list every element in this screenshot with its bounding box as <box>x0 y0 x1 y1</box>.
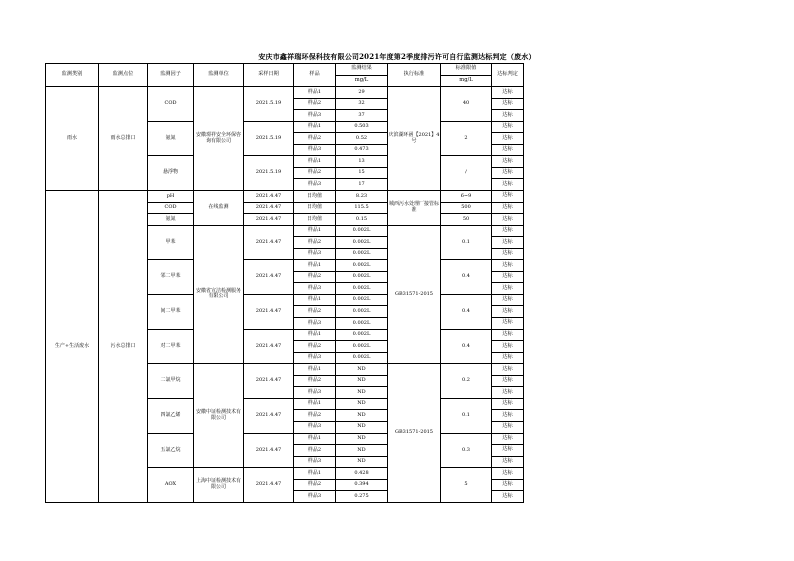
sample-cell: 样品1 <box>294 329 336 341</box>
date-cell: 2021.4.47 <box>244 225 294 260</box>
limit-cell: / <box>441 156 492 191</box>
result-cell: ND <box>336 387 388 399</box>
verdict-cell: 达标 <box>492 468 524 480</box>
factor-cell: 四氯乙烯 <box>148 398 194 433</box>
factor-cell: 氨氮 <box>148 121 194 156</box>
header-sample: 样品 <box>294 64 336 87</box>
result-cell: 32 <box>336 98 388 110</box>
verdict-cell: 达标 <box>492 375 524 387</box>
sample-cell: 样品1 <box>294 294 336 306</box>
header-standard: 执行标准 <box>388 64 441 87</box>
verdict-cell: 达标 <box>492 306 524 318</box>
result-cell: ND <box>336 375 388 387</box>
result-cell: 0.503 <box>336 121 388 133</box>
verdict-cell: 达标 <box>492 433 524 445</box>
result-cell: 0.002L <box>336 260 388 272</box>
factor-cell: COD <box>148 87 194 122</box>
verdict-cell: 达标 <box>492 294 524 306</box>
factor-cell: COD <box>148 202 194 214</box>
standard-cell: GB31571-2015 <box>388 225 441 364</box>
header-org: 监测单位 <box>194 64 244 87</box>
verdict-cell: 达标 <box>492 202 524 214</box>
factor-cell: 五氯乙烷 <box>148 433 194 468</box>
verdict-cell: 达标 <box>492 248 524 260</box>
point-cell: 雨水总排口 <box>99 87 148 191</box>
sample-cell: 样品3 <box>294 318 336 330</box>
verdict-cell: 达标 <box>492 271 524 283</box>
verdict-cell: 达标 <box>492 387 524 399</box>
factor-cell: 间二甲苯 <box>148 294 194 329</box>
table-body <box>46 64 524 503</box>
date-cell: 2021.4.47 <box>244 294 294 329</box>
sample-cell: 样品3 <box>294 144 336 156</box>
limit-cell: 0.4 <box>441 294 492 329</box>
verdict-cell: 达标 <box>492 341 524 353</box>
org-cell: 安徽省宣洁检测服务有限公司 <box>194 225 244 364</box>
result-cell: 0.002L <box>336 271 388 283</box>
date-cell: 2021.4.47 <box>244 191 294 203</box>
verdict-cell: 达标 <box>492 144 524 156</box>
result-cell: 0.002L <box>336 352 388 364</box>
result-cell: 0.002L <box>336 329 388 341</box>
sample-cell: 样品2 <box>294 306 336 318</box>
sample-cell: 样品3 <box>294 283 336 295</box>
result-cell: 15 <box>336 167 388 179</box>
verdict-cell: 达标 <box>492 318 524 330</box>
result-cell: 0.15 <box>336 214 388 226</box>
date-cell: 2021.5.19 <box>244 156 294 191</box>
header-row-1 <box>46 64 524 76</box>
result-cell: ND <box>336 410 388 422</box>
monitoring-table <box>45 63 524 503</box>
factor-cell: 氨氮 <box>148 214 194 226</box>
org-cell: 上海中证检测技术有限公司 <box>194 468 244 503</box>
limit-cell: 500 <box>441 202 492 214</box>
date-cell: 2021.5.19 <box>244 121 294 156</box>
result-cell: 0.002L <box>336 225 388 237</box>
sample-cell: 样品3 <box>294 179 336 191</box>
sample-cell: 样品1 <box>294 156 336 168</box>
sample-cell: 日均值 <box>294 191 336 203</box>
result-cell: 0.394 <box>336 479 388 491</box>
result-cell: 0.52 <box>336 133 388 145</box>
factor-cell: 甲苯 <box>148 225 194 260</box>
org-cell: 安徽中证检测技术有限公司 <box>194 364 244 468</box>
verdict-cell: 达标 <box>492 410 524 422</box>
date-cell: 2021.4.47 <box>244 468 294 503</box>
header-limit: 标准限值 <box>441 64 492 76</box>
sample-cell: 样品2 <box>294 341 336 353</box>
verdict-cell: 达标 <box>492 479 524 491</box>
sample-cell: 样品3 <box>294 421 336 433</box>
factor-cell: pH <box>148 191 194 203</box>
sample-cell: 样品1 <box>294 260 336 272</box>
limit-cell: 40 <box>441 87 492 122</box>
sample-cell: 样品1 <box>294 87 336 99</box>
date-cell: 2021.4.47 <box>244 329 294 364</box>
sample-cell: 样品2 <box>294 133 336 145</box>
result-cell: ND <box>336 421 388 433</box>
header-point: 监测点位 <box>99 64 148 87</box>
result-cell: ND <box>336 433 388 445</box>
limit-cell: 50 <box>441 214 492 226</box>
result-cell: 37 <box>336 110 388 122</box>
verdict-cell: 达标 <box>492 156 524 168</box>
result-cell: 0.002L <box>336 318 388 330</box>
sample-cell: 样品1 <box>294 433 336 445</box>
verdict-cell: 达标 <box>492 352 524 364</box>
limit-cell: 0.4 <box>441 260 492 295</box>
limit-cell: 0.2 <box>441 364 492 399</box>
result-cell: 0.002L <box>336 248 388 260</box>
limit-cell: 0.4 <box>441 329 492 364</box>
sample-cell: 样品3 <box>294 110 336 122</box>
verdict-cell: 达标 <box>492 191 524 203</box>
verdict-cell: 达标 <box>492 329 524 341</box>
sample-cell: 日均值 <box>294 202 336 214</box>
sample-cell: 样品2 <box>294 410 336 422</box>
result-cell: 0.002L <box>336 283 388 295</box>
factor-cell: 邻二甲苯 <box>148 260 194 295</box>
date-cell: 2021.4.47 <box>244 433 294 468</box>
header-factor: 监测因子 <box>148 64 194 87</box>
factor-cell: 对二甲苯 <box>148 329 194 364</box>
sample-cell: 样品1 <box>294 121 336 133</box>
verdict-cell: 达标 <box>492 167 524 179</box>
sample-cell: 样品1 <box>294 225 336 237</box>
result-cell: ND <box>336 445 388 457</box>
verdict-cell: 达标 <box>492 225 524 237</box>
factor-cell: AOX <box>148 468 194 503</box>
sample-cell: 样品1 <box>294 364 336 376</box>
result-cell: 115.5 <box>336 202 388 214</box>
sample-cell: 日均值 <box>294 214 336 226</box>
header-result: 监测结果 <box>336 64 388 76</box>
verdict-cell: 达标 <box>492 98 524 110</box>
factor-cell: 悬浮物 <box>148 156 194 191</box>
verdict-cell: 达标 <box>492 133 524 145</box>
category-cell: 雨水 <box>46 87 99 191</box>
verdict-cell: 达标 <box>492 283 524 295</box>
standard-cell: 城西污水处理厂接管标准 <box>388 191 441 226</box>
verdict-cell: 达标 <box>492 237 524 249</box>
sample-cell: 样品2 <box>294 167 336 179</box>
result-cell: ND <box>336 398 388 410</box>
verdict-cell: 达标 <box>492 445 524 457</box>
page-title: 安庆市鑫祥瑞环保科技有限公司2021年度第2季度排污许可自行监测达标判定（废水） <box>258 52 536 61</box>
date-cell: 2021.4.47 <box>244 398 294 433</box>
verdict-cell: 达标 <box>492 87 524 99</box>
standard-cell: 庆滨湖环函【2021】4号 <box>388 87 441 191</box>
result-cell: 29 <box>336 87 388 99</box>
header-result-unit: mg/L <box>336 75 388 87</box>
date-cell: 2021.5.19 <box>244 87 294 122</box>
verdict-cell: 达标 <box>492 260 524 272</box>
verdict-cell: 达标 <box>492 491 524 503</box>
limit-cell: 2 <box>441 121 492 156</box>
sample-cell: 样品1 <box>294 398 336 410</box>
result-cell: 0.428 <box>336 468 388 480</box>
verdict-cell: 达标 <box>492 421 524 433</box>
result-cell: 0.275 <box>336 491 388 503</box>
result-cell: ND <box>336 364 388 376</box>
limit-cell: 0.3 <box>441 433 492 468</box>
sample-cell: 样品2 <box>294 445 336 457</box>
org-cell: 安徽璟祥安全环保咨询有限公司 <box>194 87 244 191</box>
limit-cell: 5 <box>441 468 492 503</box>
org-cell: 在线监测 <box>194 191 244 226</box>
result-cell: 0.002L <box>336 237 388 249</box>
header-category: 监测类别 <box>46 64 99 87</box>
sample-cell: 样品2 <box>294 98 336 110</box>
result-cell: ND <box>336 456 388 468</box>
result-cell: 0.473 <box>336 144 388 156</box>
result-cell: 0.002L <box>336 341 388 353</box>
date-cell: 2021.4.47 <box>244 364 294 399</box>
sample-cell: 样品2 <box>294 237 336 249</box>
verdict-cell: 达标 <box>492 364 524 376</box>
verdict-cell: 达标 <box>492 456 524 468</box>
date-cell: 2021.4.47 <box>244 260 294 295</box>
header-verdict: 达标判定 <box>492 64 524 87</box>
sample-cell: 样品3 <box>294 491 336 503</box>
standard-cell: GB31571-2015 <box>388 364 441 503</box>
limit-cell: 6~9 <box>441 191 492 203</box>
result-cell: 17 <box>336 179 388 191</box>
sample-cell: 样品2 <box>294 479 336 491</box>
factor-cell: 二氯甲烷 <box>148 364 194 399</box>
header-date: 采样日期 <box>244 64 294 87</box>
limit-cell: 0.1 <box>441 398 492 433</box>
result-cell: 13 <box>336 156 388 168</box>
verdict-cell: 达标 <box>492 214 524 226</box>
result-cell: 0.002L <box>336 294 388 306</box>
date-cell: 2021.4.47 <box>244 214 294 226</box>
verdict-cell: 达标 <box>492 110 524 122</box>
verdict-cell: 达标 <box>492 398 524 410</box>
point-cell: 污水总排口 <box>99 191 148 503</box>
sample-cell: 样品3 <box>294 248 336 260</box>
limit-cell: 0.1 <box>441 225 492 260</box>
date-cell: 2021.4.47 <box>244 202 294 214</box>
verdict-cell: 达标 <box>492 179 524 191</box>
sample-cell: 样品3 <box>294 456 336 468</box>
sample-cell: 样品2 <box>294 375 336 387</box>
verdict-cell: 达标 <box>492 121 524 133</box>
result-cell: 0.002L <box>336 306 388 318</box>
sample-cell: 样品3 <box>294 387 336 399</box>
sample-cell: 样品3 <box>294 352 336 364</box>
header-limit-unit: mg/L <box>441 75 492 87</box>
table-row <box>46 191 524 203</box>
sample-cell: 样品2 <box>294 271 336 283</box>
result-cell: 8.23 <box>336 191 388 203</box>
category-cell: 生产+生活废水 <box>46 191 99 503</box>
table-row <box>46 87 524 99</box>
sample-cell: 样品1 <box>294 468 336 480</box>
